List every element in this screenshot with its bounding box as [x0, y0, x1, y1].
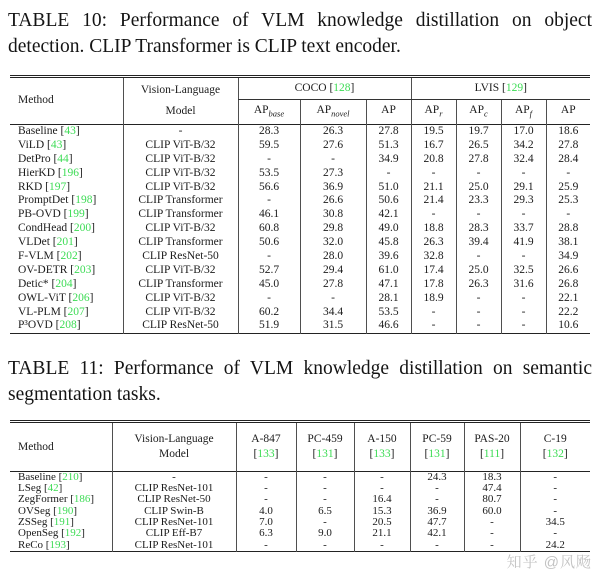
method-cell: CondHead [200]: [18, 222, 95, 235]
value-cell: 16.7: [411, 139, 456, 153]
model-cell: CLIP ViT-B/32: [123, 139, 238, 153]
value-cell: 42.1: [366, 208, 411, 222]
method-cell: Baseline [43]: [18, 125, 80, 138]
col-header-method: Method: [18, 440, 54, 453]
value-cell: -: [296, 517, 354, 528]
value-cell: 53.5: [238, 166, 300, 180]
value-cell: 19.5: [411, 125, 456, 139]
value-cell: -: [236, 483, 296, 494]
col-header-vision-language-model: Vision-Language Model: [123, 76, 238, 124]
value-cell: 61.0: [366, 264, 411, 278]
value-cell: -: [520, 494, 590, 505]
value-cell: -: [411, 319, 456, 333]
value-cell: 38.1: [546, 236, 590, 250]
value-cell: -: [296, 494, 354, 505]
col-header-a847: A-847 [133]: [236, 421, 296, 471]
value-cell: 80.7: [464, 494, 520, 505]
value-cell: 33.7: [501, 222, 546, 236]
value-cell: -: [501, 208, 546, 222]
value-cell: 45.0: [238, 278, 300, 292]
col-header-ap-coco: AP: [366, 99, 411, 124]
value-cell: 18.8: [411, 222, 456, 236]
method-cell: RKD [197]: [18, 180, 71, 193]
method-cell: P³OVD [208]: [18, 319, 81, 332]
value-cell: 18.3: [464, 471, 520, 483]
citation-ref: [131]: [424, 447, 450, 460]
value-cell: -: [238, 153, 300, 167]
value-cell: -: [300, 153, 366, 167]
table10-body: [10, 125, 590, 334]
value-cell: -: [546, 208, 590, 222]
value-cell: 60.0: [464, 505, 520, 516]
value-cell: -: [410, 494, 464, 505]
value-cell: 49.0: [366, 222, 411, 236]
citation-ref: [128]: [329, 81, 355, 94]
method-cell: ViLD [43]: [18, 138, 67, 151]
watermark: 知乎 @风飏: [506, 554, 592, 571]
table-row: [10, 528, 590, 539]
value-cell: 9.0: [296, 528, 354, 539]
value-cell: 36.9: [300, 180, 366, 194]
citation-ref: [111]: [479, 447, 505, 460]
value-cell: 39.6: [366, 250, 411, 264]
value-cell: 29.3: [501, 194, 546, 208]
table11-body: [10, 471, 590, 551]
method-cell: OWL-ViT [206]: [18, 291, 94, 304]
value-cell: 47.1: [366, 278, 411, 292]
value-cell: -: [456, 166, 501, 180]
model-cell: CLIP ResNet-50: [112, 494, 236, 505]
value-cell: 32.0: [300, 236, 366, 250]
table-row: [10, 291, 590, 305]
value-cell: 51.9: [238, 319, 300, 333]
value-cell: 34.9: [366, 153, 411, 167]
value-cell: 28.3: [238, 125, 300, 139]
model-cell: CLIP ViT-B/32: [123, 305, 238, 319]
value-cell: 50.6: [238, 236, 300, 250]
value-cell: -: [411, 166, 456, 180]
value-cell: -: [236, 494, 296, 505]
method-cell: LSeg [42]: [18, 481, 63, 494]
value-cell: 27.3: [300, 166, 366, 180]
model-cell: CLIP ResNet-101: [112, 483, 236, 494]
method-cell: OVSeg [190]: [18, 504, 77, 517]
value-cell: -: [464, 528, 520, 539]
table-row: [10, 236, 590, 250]
group-header-coco: COCO [128]: [238, 76, 411, 99]
citation-ref: [129]: [501, 81, 527, 94]
model-cell: CLIP ViT-B/32: [123, 166, 238, 180]
value-cell: -: [464, 517, 520, 528]
value-cell: 46.1: [238, 208, 300, 222]
value-cell: 17.8: [411, 278, 456, 292]
value-cell: 45.8: [366, 236, 411, 250]
col-header-c19: C-19 [132]: [520, 421, 590, 471]
value-cell: 4.0: [236, 505, 296, 516]
table-row: [10, 319, 590, 333]
method-cell: OV-DETR [203]: [18, 263, 96, 276]
citation-ref: [133]: [369, 447, 395, 460]
value-cell: 60.8: [238, 222, 300, 236]
model-cell: CLIP ViT-B/32: [123, 264, 238, 278]
method-cell: Baseline [210]: [18, 470, 83, 483]
value-cell: -: [296, 540, 354, 552]
citation-ref: [131]: [312, 447, 338, 460]
value-cell: 26.3: [456, 278, 501, 292]
value-cell: 10.6: [546, 319, 590, 333]
value-cell: -: [354, 471, 410, 483]
method-cell: VLDet [201]: [18, 236, 78, 249]
value-cell: 56.6: [238, 180, 300, 194]
value-cell: 34.2: [501, 139, 546, 153]
value-cell: -: [236, 540, 296, 552]
value-cell: 60.2: [238, 305, 300, 319]
value-cell: 28.1: [366, 291, 411, 305]
table-row: [10, 153, 590, 167]
value-cell: 27.8: [300, 278, 366, 292]
col-header-a150: A-150 [133]: [354, 421, 410, 471]
value-cell: 39.4: [456, 236, 501, 250]
value-cell: 15.3: [354, 505, 410, 516]
model-cell: CLIP ResNet-50: [123, 319, 238, 333]
table-row: [10, 540, 590, 552]
model-cell: -: [123, 125, 238, 139]
table-row: [10, 305, 590, 319]
value-cell: -: [410, 483, 464, 494]
method-cell: ReCo [193]: [18, 538, 70, 551]
value-cell: 6.5: [296, 505, 354, 516]
value-cell: 46.6: [366, 319, 411, 333]
table-row: [10, 264, 590, 278]
value-cell: 17.4: [411, 264, 456, 278]
model-cell: CLIP ResNet-101: [112, 540, 236, 552]
value-cell: 21.1: [411, 180, 456, 194]
method-cell: OpenSeg [192]: [18, 527, 85, 540]
value-cell: 34.9: [546, 250, 590, 264]
model-cell: CLIP Transformer: [123, 194, 238, 208]
col-header-ap-lvis: AP: [546, 99, 590, 124]
value-cell: -: [456, 319, 501, 333]
method-cell: DetPro [44]: [18, 152, 73, 165]
method-cell: HierKD [196]: [18, 166, 83, 179]
value-cell: -: [520, 483, 590, 494]
value-cell: 24.2: [520, 540, 590, 552]
model-cell: CLIP Transformer: [123, 208, 238, 222]
value-cell: 24.3: [410, 471, 464, 483]
table-row: [10, 139, 590, 153]
value-cell: 30.8: [300, 208, 366, 222]
value-cell: -: [411, 305, 456, 319]
value-cell: 31.6: [501, 278, 546, 292]
value-cell: -: [520, 505, 590, 516]
value-cell: -: [501, 319, 546, 333]
value-cell: -: [501, 291, 546, 305]
value-cell: 7.0: [236, 517, 296, 528]
col-header-ap-base: $AP_{base}$: [238, 99, 300, 124]
value-cell: -: [411, 208, 456, 222]
value-cell: 26.8: [546, 278, 590, 292]
table-row: [10, 222, 590, 236]
table10-header: [10, 76, 590, 124]
value-cell: 29.8: [300, 222, 366, 236]
value-cell: 26.3: [300, 125, 366, 139]
method-cell: Detic* [204]: [18, 277, 77, 290]
value-cell: 42.1: [410, 528, 464, 539]
model-cell: CLIP Transformer: [123, 236, 238, 250]
model-cell: CLIP ResNet-50: [123, 250, 238, 264]
value-cell: 31.5: [300, 319, 366, 333]
col-header-pc59: PC-59 [131]: [410, 421, 464, 471]
value-cell: 41.9: [501, 236, 546, 250]
value-cell: -: [354, 483, 410, 494]
table-row: [10, 125, 590, 139]
value-cell: 47.4: [464, 483, 520, 494]
value-cell: 32.8: [411, 250, 456, 264]
value-cell: 27.8: [546, 139, 590, 153]
model-cell: CLIP ViT-B/32: [123, 153, 238, 167]
table11-header: [10, 421, 590, 471]
table11-caption: TABLE 11: Performance of VLM knowledge distillation on semantic segmentation tasks.: [8, 357, 592, 405]
table-row: [10, 471, 590, 483]
value-cell: 18.9: [411, 291, 456, 305]
value-cell: 25.0: [456, 180, 501, 194]
value-cell: -: [501, 250, 546, 264]
model-cell: CLIP ViT-B/32: [123, 222, 238, 236]
value-cell: 32.4: [501, 153, 546, 167]
value-cell: 16.4: [354, 494, 410, 505]
col-header-pc459: PC-459 [131]: [296, 421, 354, 471]
value-cell: 20.8: [411, 153, 456, 167]
model-cell: CLIP Swin-B: [112, 505, 236, 516]
table-row: [10, 194, 590, 208]
col-header-pas20: PAS-20 [111]: [464, 421, 520, 471]
value-cell: 17.0: [501, 125, 546, 139]
model-cell: CLIP ViT-B/32: [123, 291, 238, 305]
value-cell: 26.3: [411, 236, 456, 250]
table-row: [10, 483, 590, 494]
value-cell: 22.2: [546, 305, 590, 319]
value-cell: 28.8: [546, 222, 590, 236]
group-header-lvis: LVIS [129]: [411, 76, 590, 99]
value-cell: -: [456, 291, 501, 305]
value-cell: 29.1: [501, 180, 546, 194]
value-cell: -: [501, 166, 546, 180]
table11-semantic-segmentation: [10, 420, 590, 552]
model-cell: CLIP ViT-B/32: [123, 180, 238, 194]
table-row: [10, 494, 590, 505]
model-cell: CLIP ResNet-101: [112, 517, 236, 528]
table-row: [10, 180, 590, 194]
value-cell: -: [456, 305, 501, 319]
table10-object-detection: [10, 75, 590, 334]
value-cell: 52.7: [238, 264, 300, 278]
value-cell: 21.4: [411, 194, 456, 208]
value-cell: -: [410, 540, 464, 552]
value-cell: 21.1: [354, 528, 410, 539]
col-header-method: Method: [18, 94, 54, 107]
citation-ref: [132]: [542, 447, 568, 460]
table-row: [10, 517, 590, 528]
table10-caption: TABLE 10: Performance of VLM knowledge distillation on object detection. CLIP Transformer is CLIP text encoder.: [8, 10, 592, 57]
table-row: [10, 166, 590, 180]
value-cell: 23.3: [456, 194, 501, 208]
value-cell: 50.6: [366, 194, 411, 208]
value-cell: -: [238, 291, 300, 305]
method-cell: ZSSeg [191]: [18, 515, 74, 528]
value-cell: 32.5: [501, 264, 546, 278]
col-header-vision-language-model: Vision-Language Model: [112, 421, 236, 471]
value-cell: 27.8: [366, 125, 411, 139]
method-cell: VL-PLM [207]: [18, 305, 89, 318]
method-cell: ZegFormer [186]: [18, 493, 95, 506]
value-cell: -: [501, 305, 546, 319]
value-cell: -: [354, 540, 410, 552]
value-cell: 51.3: [366, 139, 411, 153]
col-header-ap-r: $AP_r$: [411, 99, 456, 124]
method-cell: F-VLM [202]: [18, 249, 82, 262]
value-cell: 51.0: [366, 180, 411, 194]
value-cell: 25.0: [456, 264, 501, 278]
value-cell: 25.3: [546, 194, 590, 208]
value-cell: -: [520, 528, 590, 539]
value-cell: -: [456, 250, 501, 264]
value-cell: 29.4: [300, 264, 366, 278]
value-cell: 34.5: [520, 517, 590, 528]
model-cell: CLIP Transformer: [123, 278, 238, 292]
col-header-ap-novel: $AP_{novel}$: [300, 99, 366, 124]
value-cell: -: [366, 166, 411, 180]
value-cell: 26.5: [456, 139, 501, 153]
value-cell: 34.4: [300, 305, 366, 319]
value-cell: 28.3: [456, 222, 501, 236]
value-cell: -: [296, 483, 354, 494]
value-cell: -: [520, 471, 590, 483]
table-row: [10, 250, 590, 264]
value-cell: 18.6: [546, 125, 590, 139]
value-cell: 26.6: [546, 264, 590, 278]
table-row: [10, 208, 590, 222]
value-cell: -: [546, 166, 590, 180]
value-cell: 53.5: [366, 305, 411, 319]
value-cell: 26.6: [300, 194, 366, 208]
table-row: [10, 505, 590, 516]
value-cell: -: [464, 540, 520, 552]
value-cell: 28.0: [300, 250, 366, 264]
value-cell: 27.6: [300, 139, 366, 153]
value-cell: 27.8: [456, 153, 501, 167]
value-cell: -: [236, 471, 296, 483]
value-cell: -: [300, 291, 366, 305]
method-cell: PromptDet [198]: [18, 194, 97, 207]
value-cell: 25.9: [546, 180, 590, 194]
value-cell: 20.5: [354, 517, 410, 528]
model-cell: CLIP Eff-B7: [112, 528, 236, 539]
value-cell: -: [238, 250, 300, 264]
citation-ref: [133]: [253, 447, 279, 460]
value-cell: 6.3: [236, 528, 296, 539]
table-row: [10, 278, 590, 292]
col-header-ap-f: $AP_f$: [501, 99, 546, 124]
value-cell: 47.7: [410, 517, 464, 528]
model-cell: -: [112, 471, 236, 483]
value-cell: 22.1: [546, 291, 590, 305]
value-cell: 28.4: [546, 153, 590, 167]
value-cell: -: [296, 471, 354, 483]
value-cell: 36.9: [410, 505, 464, 516]
value-cell: -: [238, 194, 300, 208]
value-cell: -: [456, 208, 501, 222]
col-header-ap-c: $AP_c$: [456, 99, 501, 124]
method-cell: PB-OVD [199]: [18, 208, 89, 221]
value-cell: 59.5: [238, 139, 300, 153]
value-cell: 19.7: [456, 125, 501, 139]
